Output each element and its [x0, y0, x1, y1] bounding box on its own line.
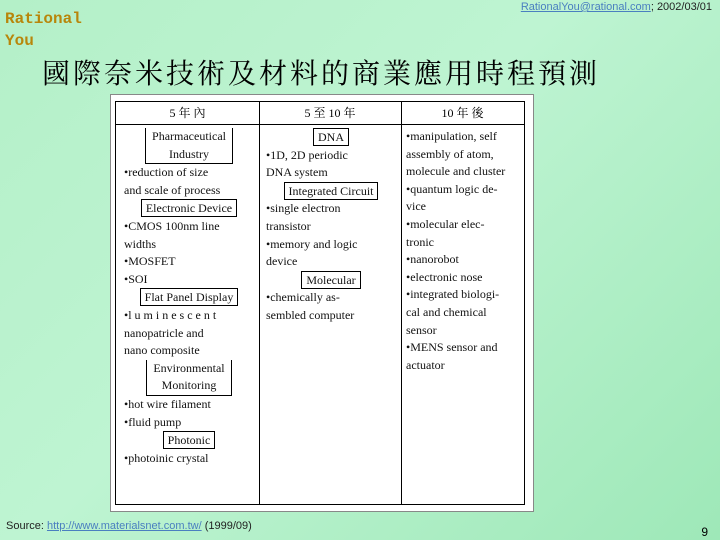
list-item: •CMOS 100nm line — [124, 218, 220, 233]
header-after-10-years: 10 年 後 — [401, 102, 524, 125]
email-link[interactable]: RationalYou@rational.com — [520, 1, 651, 13]
column-within-5-years — [124, 128, 254, 467]
list-item: •SOI — [124, 271, 148, 286]
category-label: Monitoring — [161, 378, 217, 393]
brand-logo — [5, 8, 82, 52]
list-item: •fluid pump — [124, 414, 182, 429]
list-item: cal and chemical — [406, 304, 487, 319]
page-number: 9 — [701, 525, 708, 539]
category-box: Integrated Circuit — [284, 182, 379, 200]
column-divider-1 — [259, 102, 260, 504]
list-item: •single electron — [266, 201, 341, 216]
list-item: molecule and cluster — [406, 164, 506, 179]
list-item: sembled computer — [266, 307, 355, 322]
category-row — [266, 128, 396, 147]
category-label: Pharmaceutical — [152, 129, 226, 143]
list-item: •electronic nose — [406, 269, 483, 284]
list-item: •quantum logic de- — [406, 181, 498, 196]
list-item: •integrated biologi- — [406, 287, 500, 302]
column-after-10-years — [406, 128, 526, 374]
list-item: sensor — [406, 322, 437, 337]
category-row — [266, 182, 396, 201]
list-item: •1D, 2D periodic — [266, 147, 348, 162]
header-info — [521, 1, 712, 13]
list-item: •nanorobot — [406, 252, 459, 267]
slide-title: 國際奈米技術及材料的商業應用時程預測 — [42, 57, 601, 90]
source-link[interactable]: http://www.materialsnet.com.tw/ — [46, 520, 202, 532]
list-item: widths — [124, 236, 157, 251]
source-footer — [6, 520, 252, 532]
list-item: •reduction of size — [124, 165, 209, 180]
list-item: •photoinic crystal — [124, 450, 209, 465]
timeline-table — [110, 94, 534, 512]
category-row — [124, 199, 254, 218]
list-item: nano composite — [124, 343, 200, 358]
list-item: actuator — [406, 357, 445, 372]
category-box: Electronic Device — [141, 199, 237, 217]
column-divider-2 — [401, 102, 402, 504]
list-item: •manipulation, self — [406, 129, 497, 143]
category-row — [266, 271, 396, 290]
list-item: •memory and logic — [266, 236, 358, 251]
list-item: •l u m i n e s c e n t — [124, 307, 217, 322]
table-frame — [115, 101, 525, 505]
category-box — [145, 128, 233, 164]
brand-line-1: Rational — [5, 10, 82, 28]
brand-line-2: You — [5, 32, 34, 50]
list-item: DNA system — [266, 165, 328, 180]
category-box: DNA — [313, 128, 349, 146]
list-item: transistor — [266, 218, 311, 233]
list-item: and scale of process — [124, 182, 221, 197]
list-item: tronic — [406, 234, 434, 249]
list-item: device — [266, 254, 298, 269]
list-item: •chemically as- — [266, 290, 340, 305]
list-item: •MOSFET — [124, 254, 176, 269]
source-label: Source: — [6, 520, 47, 532]
list-item: assembly of atom, — [406, 146, 494, 161]
header-date: ; 2002/03/01 — [650, 1, 712, 13]
source-year: (1999/09) — [201, 520, 252, 532]
list-item: •hot wire filament — [124, 396, 211, 411]
header-5-to-10-years: 5 至 10 年 — [259, 102, 401, 125]
category-row — [124, 288, 254, 307]
header-within-5-years: 5 年 內 — [116, 102, 259, 125]
category-box: Photonic — [163, 431, 216, 449]
category-box: Molecular — [301, 271, 360, 289]
category-box: Flat Panel Display — [140, 288, 239, 306]
category-box — [146, 360, 231, 396]
list-item: •molecular elec- — [406, 216, 485, 231]
column-5-to-10-years — [266, 128, 396, 325]
list-item: vice — [406, 199, 426, 214]
category-label: Environmental — [153, 360, 225, 375]
category-label: Industry — [169, 146, 209, 161]
list-item: •MENS sensor and — [406, 340, 498, 355]
category-row — [124, 431, 254, 450]
list-item: nanopatricle and — [124, 325, 204, 340]
